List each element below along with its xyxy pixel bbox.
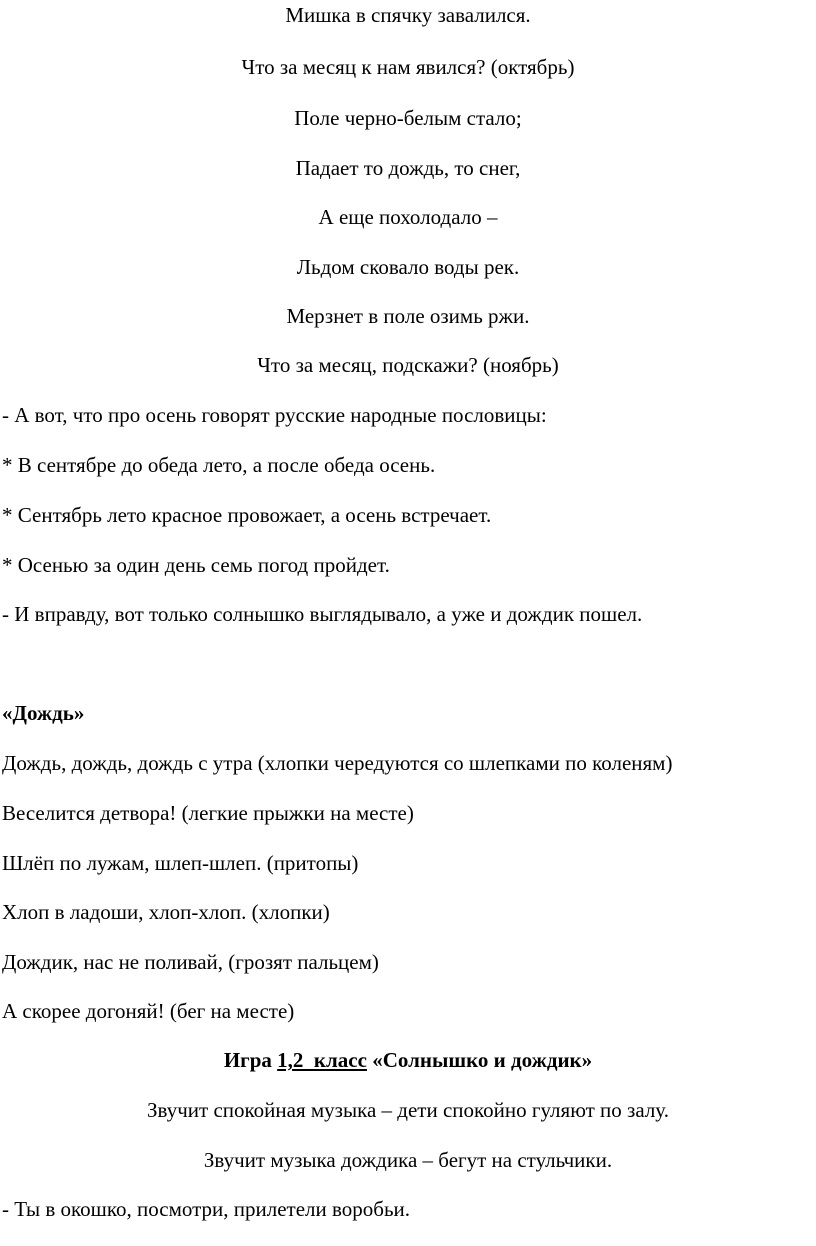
game-prefix: Игра xyxy=(223,1048,278,1072)
rain-line-3: Шлёп по лужам, шлеп-шлеп. (притопы) xyxy=(2,851,359,875)
game-line-2: Звучит музыка дождика – бегут на стульчики. xyxy=(203,1148,613,1172)
riddle-line-3: Поле черно-белым стало; xyxy=(294,106,522,130)
game-heading xyxy=(0,1047,816,1073)
proverb-3: * Осенью за один день семь погод пройдет. xyxy=(2,553,390,577)
riddle-line-8: Что за месяц, подскажи? (ноябрь) xyxy=(257,353,559,377)
game-title: «Солнышко и дождик» xyxy=(366,1048,593,1072)
rain-line-4: Хлоп в ладоши, хлоп-хлоп. (хлопки) xyxy=(2,900,330,924)
closing-line: - Ты в окошко, посмотри, прилетели воробьи. xyxy=(2,1197,411,1221)
transition-text: - И вправду, вот только солнышко выглядывало, а уже и дождик пошел. xyxy=(2,602,643,626)
rain-line-5: Дождик, нас не поливай, (грозят пальцем) xyxy=(2,950,379,974)
riddle-line-1: Мишка в спячку завалился. xyxy=(285,3,531,27)
rain-line-2: Веселится детвора! (легкие прыжки на месте) xyxy=(2,801,414,825)
riddle-line-6: Льдом сковало воды рек. xyxy=(296,255,520,279)
proverbs-intro: - А вот, что про осень говорят русские народные пословицы: xyxy=(2,403,547,427)
riddle-line-2: Что за месяц к нам явился? (октябрь) xyxy=(241,55,575,79)
proverb-1: * В сентябре до обеда лето, а после обеда осень. xyxy=(2,453,436,477)
rain-line-1: Дождь, дождь, дождь с утра (хлопки чередуются со шлепками по коленям) xyxy=(2,751,673,775)
rain-title: «Дождь» xyxy=(2,701,85,725)
game-line-1: Звучит спокойная музыка – дети спокойно гуляют по залу. xyxy=(147,1098,669,1122)
rain-line-6: А скорее догоняй! (бег на месте) xyxy=(2,999,295,1023)
riddle-line-7: Мерзнет в поле озимь ржи. xyxy=(286,304,530,328)
riddle-line-5: А еще похолодало – xyxy=(318,205,498,229)
riddle-line-4: Падает то дождь, то снег, xyxy=(295,156,521,180)
proverb-2: * Сентябрь лето красное провожает, а осень встречает. xyxy=(2,503,492,527)
game-grade: 1,2 класс xyxy=(277,1048,367,1072)
